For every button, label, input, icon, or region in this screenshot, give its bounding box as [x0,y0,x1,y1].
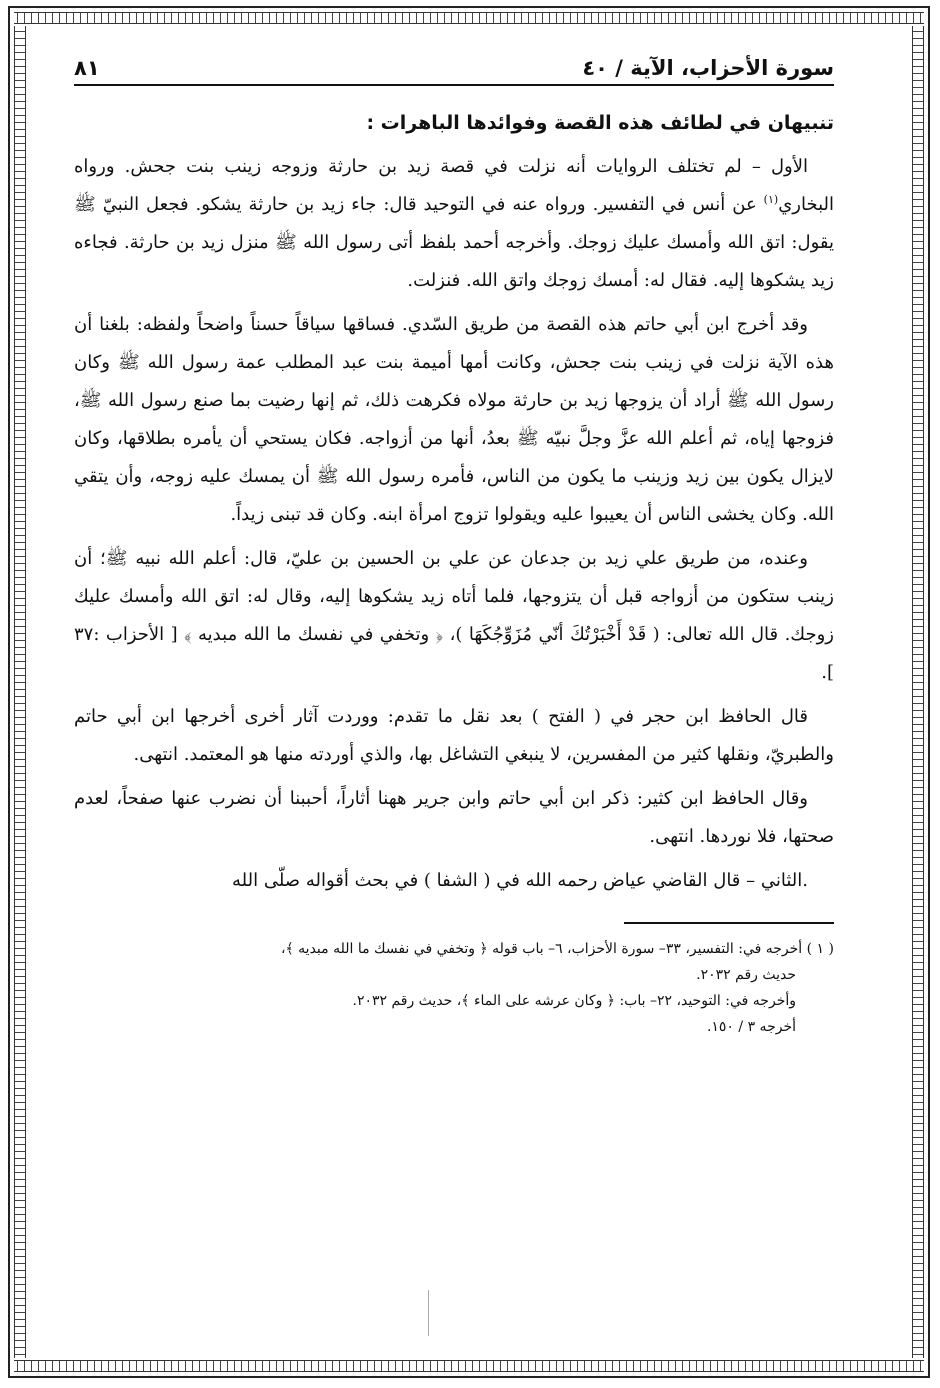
footnote-line: أخرجه ٣ / ١٥٠. [706,1019,796,1035]
paragraph-ali-ibn-zayd: وعنده، من طريق علي زيد بن جدعان عن علي بن الحسين بن عليّ، قال: أعلم الله نبيه ﷺ؛ أن زينب ستكون من أزواجه قبل أن يتزوجها، فلما أتاه زيد يشكوها إليه، وقال له: اتق الله وأمسك عليك زوجك. قال الله تعالى: ( قَدْ أَخْبَرْتُكَ أنّي مُزَوِّجُكَهَا )، ﴿ وتخفي في نفسك ما الله مبديه ﴾ [ الأحزاب :٣٧ ]. [74,548,834,683]
paragraph-ibn-kathir: وقال الحافظ ابن كثير: ذكر ابن أبي حاتم وابن جرير ههنا أثاراً، أحببنا أن نضرب عنها صفحاً، لعدم صحتها، فلا نوردها. انتهى. [74,788,834,847]
paragraph-second-point: .الثاني – قال القاضي عياض رحمه الله في ( الشفا ) في بحث أقواله صلّى الله [232,870,808,891]
paragraph-ibn-hajar: قال الحافظ ابن حجر في ( الفتح ) بعد نقل ما تقدم: ووردت آثار أخرى أخرجها ابن أبي حاتم والطبريّ، ونقلها كثير من المفسرين، لا ينبغي التشاغل بها، والذي أوردته منها هو المعتمد. انتهى. [74,706,834,765]
frame-ornament-bottom [14,1360,924,1372]
frame-ornament-right [912,26,924,1358]
surah-reference: سورة الأحزاب، الآية / ٤٠ [582,56,834,80]
page-content [74,56,834,1040]
running-head [74,56,834,86]
paragraph-ibn-abi-hatim: وقد أخرج ابن أبي حاتم هذه القصة من طريق السّدي. فساقها سياقاً حسناً واضحاً ولفظه: بلغنا أن هذه الآية نزلت في زينب بنت جحش، وكانت أمها أميمة بنت عبد المطلب عمة رسول الله ﷺ وكان رسول الله ﷺ أراد أن يزوجها زيد بن حارثة مولاه فكرهت ذلك، ثم إنها رضيت بما صنع رسول الله ﷺ، فزوجها إياه، ثم أعلم الله عزَّ وجلَّ نبيّه ﷺ بعدُ، أنها من أزواجه. فكان يستحي أن يأمره بطلاقها، وكان لايزال يكون بين زيد وزينب ما يكون من الناس، فأمره رسول الله ﷺ أن يمسك عليه زوجه، وأن يتقي الله. وكان يخشى الناس أن يعيبوا عليه ويقولوا تزوج امرأة ابنه. وكان قد تبنى زيداً. [74,314,834,525]
footnotes [74,936,834,1040]
paragraph-text: عن أنس في التفسير. ورواه عنه في التوحيد قال: جاء زيد بن حارثة يشكو. فجعل النبيّ ﷺ يقول: اتق الله وأمسك عليك زوجك. وأخرجه أحمد بلفظ أتى رسول الله ﷺ منزل زيد بن حارثة. فجاءه زيد يشكوها إليه. فقال له: أمسك زوجك واتق الله. فنزلت. [74,194,834,291]
frame-ornament-left [14,26,26,1358]
paragraph-text: الأول – لم تختلف الروايات أنه نزلت في قصة زيد بن حارثة وزوجه زينب بنت جحش. ورواه البخاري [74,156,834,215]
footnote-separator [624,922,834,924]
footnote-ref[interactable]: (١) [763,193,779,206]
footnote-line: ( ١ ) أخرجه في: التفسير، ٣٣– سورة الأحزاب، ٦– باب قوله ﴿ وتخفي في نفسك ما الله مبديه ﴾، [281,941,834,957]
footnote-line: حديث رقم ٢٠٣٢. [696,967,796,983]
page-number: ٨١ [74,56,100,80]
section-title: تنبيهان في لطائف هذه القصة وفوائدها الباهرات : [366,112,834,134]
scan-artifact [428,1290,429,1336]
frame-ornament-top [14,12,924,24]
paragraph-first-point [74,148,834,300]
footnote-line: وأخرجه في: التوحيد، ٢٢– باب: ﴿ وكان عرشه على الماء ﴾، حديث رقم ٢٠٣٢. [352,993,796,1009]
